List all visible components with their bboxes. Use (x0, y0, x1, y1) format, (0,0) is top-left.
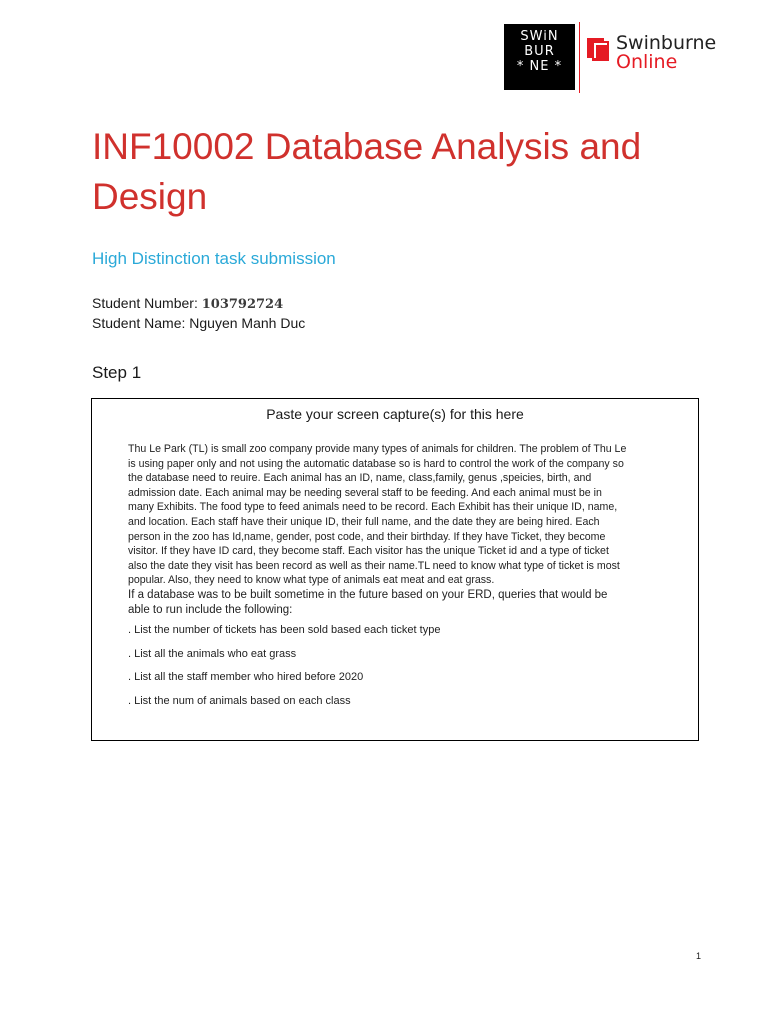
document-subtitle: High Distinction task submission (92, 249, 336, 268)
query-item: . List all the staff member who hired before 2020 (128, 671, 364, 684)
online-line-1: Swinburne (616, 32, 717, 54)
speech-bubble-icon (585, 36, 611, 62)
logo-divider (579, 22, 580, 93)
capture-box-heading: Paste your screen capture(s) for this here (266, 406, 524, 422)
step-heading: Step 1 (92, 363, 142, 382)
capture-paragraph-2: If a database was to be built sometime in the future based on your ERD, queries that would be able to run include the following: (128, 588, 608, 616)
logo-line-3: * NE * (516, 59, 563, 74)
student-number: 103792724 (201, 297, 284, 312)
query-item: . List the num of animals based on each class (128, 694, 351, 707)
student-number-label: Student Number: (92, 295, 202, 311)
student-name-row (92, 314, 305, 333)
page-number: 1 (696, 951, 702, 961)
query-list (128, 623, 628, 708)
pasted-capture (128, 442, 628, 718)
screen-capture-box (91, 398, 699, 741)
swinburne-wordmark (504, 24, 575, 90)
online-line-2: Online (616, 51, 678, 73)
student-name: Nguyen Manh Duc (189, 315, 306, 331)
student-name-label: Student Name: (92, 315, 190, 331)
query-item: . List the number of tickets has been sold based each ticket type (128, 624, 441, 637)
logo-line-2: BUR (524, 44, 555, 59)
student-number-row (92, 294, 305, 314)
capture-paragraph-1: Thu Le Park (TL) is small zoo company provide many types of animals for children. The problem of Thu Le is using paper only and not using the automatic database so is hard to control the work of the company so the database need to reuire. Each animal has an ID, name, class,family, genus ,speicies, birth, and admission date. Each animal may be needing several staff to be feeding. And each animal must be in many Exhibits. The food type to feed animals need to be record. Each Exhibit has their unique ID, name, and location. Each staff have their unique ID, their full name, and the date they are being hired. Each person in the zoo has Id,name, gender, post code, and their birthday. If they have Ticket, they become visitor. If they have ID card, they become staff. Each visitor has the unique Ticket id and a type of ticket also the date they visit has been record as well as their name.TL need to know what type of ticket is most popular. Also, they need to know what type of animals eat meat and eat grass. (128, 443, 627, 587)
student-info (92, 294, 305, 333)
query-item: . List all the animals who eat grass (128, 647, 297, 660)
document-title: INF10002 Database Analysis and Design (92, 126, 642, 217)
logo-line-1: SWiN (520, 29, 559, 44)
swinburne-online-wordmark (616, 34, 716, 72)
